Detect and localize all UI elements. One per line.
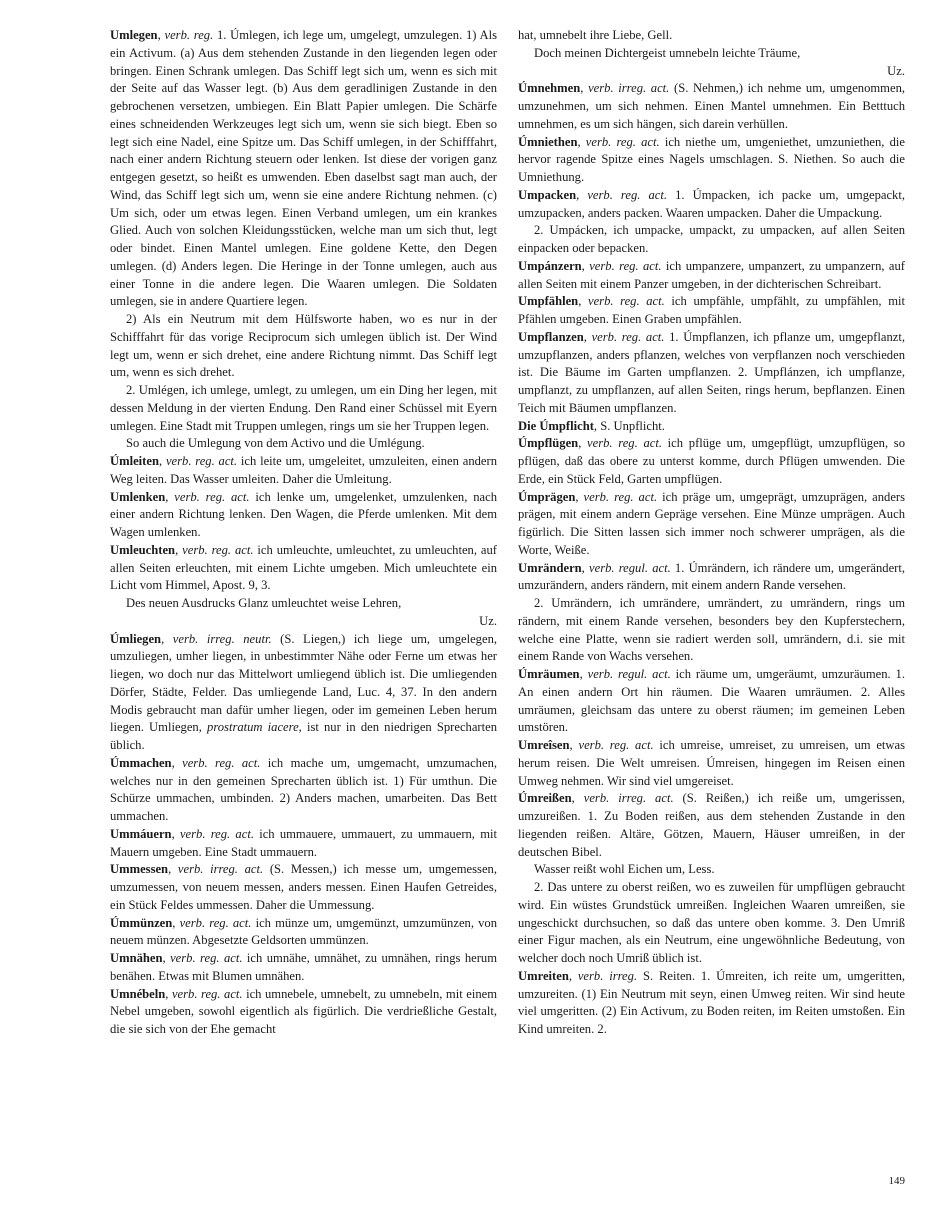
entry-text: ich münze um, umgemünzt, umzumünzen, von neuem münzen. Abgesetzte Geldsorten ummünzen. bbox=[110, 915, 498, 948]
headword: Umrändern bbox=[518, 560, 582, 575]
entry-text: ich niethe um, umgeniethet, umzuniethen, die hervor ragende Spitze eines Nagels umschlagen. S. Niethen. So auch die Umniethung. bbox=[518, 134, 905, 184]
dictionary-entry: Umpfählen, verb. reg. act. ich umpfähle, umpfählt, zu umpfählen, mit Pfählen umgeben. Einen Graben umpfählen. bbox=[518, 294, 906, 326]
entry-text: ist nur in den niedrigen Sprecharten üblich. bbox=[110, 720, 498, 752]
entry-paragraph bbox=[518, 45, 905, 63]
entry-paragraph bbox=[518, 27, 905, 45]
entry-text: 1. Úmrändern, ich rändere um, umgerändert, umzurändern, anders rändern, mit einem andern Rande versehen. bbox=[518, 560, 906, 593]
headword: Umlenken bbox=[110, 489, 166, 504]
headword: Die Úmpflicht bbox=[518, 418, 594, 433]
entry-text: Des neuen Ausdrucks Glanz umleuchtet weise Lehren, bbox=[126, 596, 402, 610]
grammar-label: verb. reg. act. bbox=[587, 187, 667, 202]
dictionary-entry: Úmmünzen, verb. reg. act. ich münze um, umgemünzt, umzumünzen, von neuem münzen. Abgesetzte Geldsorten ummünzen. bbox=[110, 915, 498, 948]
entry-text: 2) Als ein Neutrum mit dem Hülfsworte haben, wo es nur in der Schifffahrt für das vorige Reciprocum sich umlegen üblich ist. Der Wind legt um, wenn er sich drehet, eine andere Richtung nimmt. Das Schiff legt um, wenn es sich drehet. bbox=[110, 312, 497, 380]
entry-paragraph bbox=[518, 861, 905, 879]
grammar-label: verb. reg. act. bbox=[165, 454, 238, 468]
dictionary-entry: Úmräumen, verb. regul. act. ich räume um, umgeräumt, umzuräumen. 1. An einen andern Ort hin räumen. Die Waaren umräumen. 2. Alles umräumen, gleichsam das untere zu oberst räumen; im gemeinen Leben umstören. bbox=[518, 667, 905, 735]
grammar-label: verb. reg. act. bbox=[179, 915, 252, 930]
entry-text: ich lenke um, umgelenket, umzulenken, nach einer andern Richtung lenken. Den Wagen, die Pferde umlenken. Mit dem Wagen umlenken. bbox=[110, 489, 498, 539]
dictionary-entry: Ummessen, verb. irreg. act. (S. Messen,) ich messe um, umgemessen, umzumessen, von neuem messen, anders messen. Einen Haufen Getreides, ein Stück Feldes ummessen. Daher die Ummessung. bbox=[110, 862, 497, 912]
grammar-label: verb. irreg. act. bbox=[177, 862, 264, 877]
dictionary-entry: Umpacken, verb. reg. act. 1. Úmpacken, ich packe um, umgepackt, umzupacken, anders packen. Waaren umpacken. Daher die Umpackung. bbox=[518, 187, 905, 220]
grammar-label: verb. irreg. act. bbox=[583, 791, 674, 806]
entry-text: ich ummauere, ummauert, zu ummauern, mit Mauern umgeben. Eine Stadt ummauern. bbox=[110, 826, 497, 859]
entry-text: 2. Umpácken, ich umpacke, umpackt, zu umpacken, auf allen Seiten einpacken oder bepacken. bbox=[518, 223, 905, 255]
headword: Umreiten bbox=[518, 968, 569, 983]
entry-paragraph bbox=[518, 222, 905, 258]
entry-paragraph bbox=[110, 595, 497, 613]
grammar-label: verb. irreg. bbox=[577, 968, 638, 983]
entry-text: 1. Úmpflanzen, ich pflanze um, umgepflanzt, umzupflanzen, anders pflanzen, welches von verpflanzen noch verschieden ist. Die Bäume im Garten umpflanzen. 2. Umpflánzen, ich umpflanze, umpflanzt, zu umpflanzen, auf allen Seiten, rings herum, bepflanzen. Einen Teich mit Bäumen umpflanzen. bbox=[518, 329, 905, 415]
entry-text: Doch meinen Dichtergeist umnebeln leichte Träume, bbox=[534, 45, 801, 60]
headword: Umpflanzen bbox=[518, 329, 584, 344]
grammar-label: verb. reg. act. bbox=[585, 134, 660, 149]
entry-text: ich leite um, umgeleitet, umzuleiten, einen andern Weg leiten. Das Wasser umleiten. Daher die Umleitung. bbox=[110, 454, 498, 486]
grammar-label: verb. regul. act. bbox=[587, 667, 671, 681]
entry-text: Uz. bbox=[479, 613, 497, 628]
entry-text: 2. Umrändern, ich umrändere, umrändert, zu umrändern, rings um rändern, mit einem Rande versehen, besonders bey den Kupferstechern, welche eine Platte, wenn sie radiert werden soll, umrändern, d.i. sie mit einem Rande von Wachs versehen. bbox=[518, 596, 905, 664]
headword: Ummessen bbox=[110, 862, 169, 877]
headword: Úmpflügen bbox=[518, 436, 579, 451]
dictionary-entry: Umnébeln, verb. reg. act. ich umnebele, umnebelt, zu umnebeln, mit einem Nebel umgeben, sowohl eigentlich als figürlich. Die verdrießliche Gestalt, die sie sich von der Ehe gemacht bbox=[110, 986, 498, 1036]
entry-paragraph bbox=[518, 879, 905, 968]
dictionary-entry: Úmprägen, verb. reg. act. ich präge um, umgeprägt, umzuprägen, anders prägen, mit einem andern Gepräge versehen. Eine Münze umprägen. Auch figürlich. Die Sitten lassen sich immer noch schwerer umprägen, als die Worte, Weiße. bbox=[518, 489, 906, 557]
grammar-label: verb. reg. act. bbox=[174, 489, 250, 504]
grammar-label: verb. regul. act. bbox=[589, 560, 671, 575]
entry-text: 2. Das untere zu oberst reißen, wo es zuweilen für umpflügen gebraucht wird. Ein wüstes Grundstück umreißen. Ingleichen Waaren umreißen, sie ungeschickt durchsuchen, so daß das untere oben komme. 3. Den Umriß einer Figur machen, als ein Neutrum, eine ungewöhnliche Bedeutung, von welcher doch noch Umriß üblich ist. bbox=[518, 880, 905, 965]
headword: Umreîsen bbox=[518, 738, 570, 752]
dictionary-entry bbox=[518, 418, 905, 436]
entry-text: ich mache um, umgemacht, umzumachen, welches nur in den gemeinen Sprecharten üblich ist. 1) Für umthun. Die Schürze ummachen, umbinden. 2) Anders machen, umarbeiten. Das Bett ummachen. bbox=[110, 755, 498, 823]
dictionary-entry: Umlenken, verb. reg. act. ich lenke um, umgelenket, umzulenken, nach einer andern Richtung lenken. Den Wagen, die Pferde umlenken. Mit dem Wagen umlenken. bbox=[110, 489, 498, 539]
entry-text: So auch die Umlegung von dem Activo und die Umlégung. bbox=[126, 436, 425, 451]
entry-text: (S. Liegen,) ich liege um, umgelegen, umzuliegen, umher liegen, in unbestimmter Nähe oder Ferne um etwas her liegen, wo doch nur das Mittelwort umliegend üblich ist. Die umliegenden Dörfer, Städte, Felder. Das umliegende Land, Luc. 4, 37. In den andern Modis gebraucht man dafür umher liegen, oder im gemeinen Leben herum liegen. Umliegen, bbox=[110, 631, 498, 735]
headword: Umpfählen bbox=[518, 294, 579, 309]
page-number: 149 bbox=[888, 1175, 905, 1187]
grammar-label: verb. reg. act. bbox=[170, 951, 243, 965]
dictionary-entry: Umnähen, verb. reg. act. ich umnähe, umnähet, zu umnähen, rings herum benähen. Etwas mit Blumen umnähen. bbox=[110, 951, 498, 983]
entry-text: (S. Reißen,) ich reiße um, umgerissen, umzureißen. 1. Zu Boden reißen, aus dem stehenden Zustande in den liegenden reißen. Altäre, Götzen, Mauern, Häuser umreißen, in der deutschen Bibel. bbox=[518, 791, 905, 859]
dictionary-entry: Úmnehmen, verb. irreg. act. (S. Nehmen,) ich nehme um, umgenommen, umzunehmen, um sich nehmen. Einen Mantel umnehmen. Ein Betttuch umnehmen, es um sich hängen, sich darein verhüllen. bbox=[518, 81, 906, 131]
grammar-label: verb. reg. act. bbox=[182, 542, 254, 557]
headword: Úmliegen bbox=[110, 631, 162, 646]
headword: Úmleiten bbox=[110, 454, 159, 468]
dictionary-entry: Úmmachen, verb. reg. act. ich mache um, umgemacht, umzumachen, welches nur in den gemeinen Sprecharten üblich ist. 1) Für umthun. Die Schürze ummachen, umbinden. 2) Anders machen, umarbeiten. Das Bett ummachen. bbox=[110, 755, 498, 823]
entry-text: (S. Messen,) ich messe um, umgemessen, umzumessen, von neuem messen, anders messen. Einen Haufen Getreides, ein Stück Feldes ummessen. Daher die Ummessung. bbox=[110, 862, 497, 912]
grammar-label: verb. reg. act. bbox=[578, 738, 654, 752]
entry-text: ich pflüge um, umgepflügt, umzupflügen, so pflügen, daß das obere zu unterst komme, durch Pflügen umwenden. Die Erde, ein Stück Feld, Garten umpflügen. bbox=[518, 436, 906, 486]
dictionary-entry: Úmliegen, verb. irreg. neutr. (S. Liegen,) ich liege um, umgelegen, umzuliegen, umher liegen, in unbestimmter Nähe oder Ferne um etwas her liegen, wo doch nur das Mittelwort umliegend üblich ist. Die umliegenden Dörfer, Städte, Felder. Das umliegende Land, Luc. 4, 37. In den andern Modis gebraucht man dafür umher liegen, oder im gemeinen Leben herum liegen. Umliegen, prostratum iacere, ist nur in den niedrigen Sprecharten üblich. bbox=[110, 631, 498, 752]
headword: Úmprägen bbox=[518, 489, 576, 504]
grammar-label: verb. reg. act. bbox=[591, 329, 665, 344]
dictionary-entry: Úmreißen, verb. irreg. act. (S. Reißen,) ich reiße um, umgerissen, umzureißen. 1. Zu Boden reißen, aus dem stehenden Zustande in den liegenden reißen. Altäre, Götzen, Mauern, Häuser umreißen, in der deutschen Bibel. bbox=[518, 791, 905, 859]
entry-text: ich räume um, umgeräumt, umzuräumen. 1. An einen andern Ort hin räumen. Die Waaren umräumen. 2. Alles umräumen, gleichsam das untere zu oberst räumen; im gemeinen Leben umstören. bbox=[518, 667, 905, 735]
dictionary-entry: Umpánzern, verb. reg. act. ich umpanzere, umpanzert, zu umpanzern, auf allen Seiten mit einem Panzer umgeben, in der dichterischen Schreibart. bbox=[518, 258, 906, 291]
grammar-label: verb. reg. bbox=[164, 28, 214, 42]
dictionary-entry: Ummáuern, verb. reg. act. ich ummauere, ummauert, zu ummauern, mit Mauern umgeben. Eine Stadt ummauern. bbox=[110, 826, 497, 859]
entry-text: ich präge um, umgeprägt, umzuprägen, anders prägen, mit einem andern Gepräge versehen. Eine Münze umprägen. Auch figürlich. Die Sitten lassen sich immer noch schwerer umprägen, als die Worte, Weiße. bbox=[518, 489, 906, 557]
entry-text: , S. Unpflicht. bbox=[593, 418, 665, 433]
grammar-label: verb. reg. act. bbox=[587, 294, 665, 309]
entry-text: ich umreise, umreiset, zu umreisen, um etwas herum reisen. Die Welt umreisen. Úmreisen, hingegen im Reisen einen Umweg nehmen. Wir sind viel umgereiset. bbox=[518, 738, 906, 788]
grammar-label: verb. reg. act. bbox=[182, 755, 261, 770]
dictionary-entry: Umleuchten, verb. reg. act. ich umleuchte, umleuchtet, zu umleuchten, auf allen Seiten erleuchten, mit einem Lichte umgeben. Mich umleuchtete ein Licht vom Himmel, Apost. 9, 3. bbox=[110, 542, 497, 593]
entry-text: (S. Nehmen,) ich nehme um, umgenommen, umzunehmen, um sich nehmen. Einen Mantel umnehmen. Ein Betttuch umnehmen, es um sich hängen, sich darein verhüllen. bbox=[518, 81, 906, 131]
entry-paragraph bbox=[518, 63, 905, 81]
entry-text: ich umpfähle, umpfählt, zu umpfählen, mit Pfählen umgeben. Einen Graben umpfählen. bbox=[518, 294, 906, 326]
right-column bbox=[518, 27, 905, 1039]
entry-text: Wasser reißt wohl Eichen um, Less. bbox=[534, 862, 715, 877]
headword: Umnähen bbox=[110, 951, 163, 965]
dictionary-entry: Úmniethen, verb. reg. act. ich niethe um, umgeniethet, umzuniethen, die hervor ragende Spitze eines Nagels umschlagen. S. Niethen. So auch die Umniethung. bbox=[518, 134, 905, 184]
entry-paragraph bbox=[110, 382, 497, 435]
headword: Umleuchten bbox=[110, 542, 176, 557]
entry-text: ich umnebele, umnebelt, zu umnebeln, mit einem Nebel umgeben, sowohl eigentlich als figürlich. Die verdrießliche Gestalt, die sie sich von der Ehe gemacht bbox=[110, 986, 498, 1036]
entry-text: 1. Úmlegen, ich lege um, umgelegt, umzulegen. 1) Als ein Activum. (a) Aus dem stehenden Zustande in den liegenden legen oder bringen. Einen Schrank umlegen. Das Schiff legt sich um, wenn es sich mit der Seite auf das Wasser legt. (b) Aus dem geradlinigen Zustande in den gebrochenen versetzen, umbiegen. Ein Blatt Papier umlegen. Die Schärfe eines schneidenden Werkzeuges legt sich um, wenn sie sich biegt. Eben so legt sich eine Nadel, eine Spitze um. Das Schiff umlegen, in der Schifffahrt, nach einer andern Richtung steuern oder lenken. Ist diese der vorigen ganz entgegen gesetzt, so heißt es umwenden. Eben daselbst sagt man auch, der Wind, das Schiff legt sich um, wenn sie eine andere Richtung nehmen. (c) Um sich, oder um etwas legen. Einen Verband umlegen, um ein krankes Glied. Auch von solchen Kleidungsstücken, welche man um sich thut, legt oder bindet. Einen Mantel umlegen. Eine goldene Kette, den Degen umlegen. (d) Anders legen. Die Heringe in der Tonne umlegen, auch aus einer Tonne in die andere legen. Die Waaren umlegen. Die Soldaten umlegen, sie in andere Quartiere legen. bbox=[110, 28, 498, 309]
headword: Umlegen bbox=[110, 28, 158, 42]
left-column bbox=[110, 27, 497, 1039]
headword: Úmnehmen bbox=[518, 81, 581, 96]
entry-paragraph bbox=[110, 435, 497, 453]
dictionary-entry: Umpflanzen, verb. reg. act. 1. Úmpflanzen, ich pflanze um, umgepflanzt, umzupflanzen, anders pflanzen, welches von verpflanzen noch verschieden ist. Die Bäume im Garten umpflanzen. 2. Umpflánzen, ich umpflanze, umpflanzt, zu umpflanzen, auf allen Seiten, rings herum, bepflanzen. Einen Teich mit Bäumen umpflanzen. bbox=[518, 329, 905, 415]
grammar-label: verb. reg. act. bbox=[589, 258, 662, 273]
headword: Úmmachen bbox=[110, 755, 172, 770]
dictionary-entry: Umlegen, verb. reg. 1. Úmlegen, ich lege um, umgelegt, umzulegen. 1) Als ein Activum. (a) Aus dem stehenden Zustande in den liegenden legen oder bringen. Einen Schrank umlegen. Das Schiff legt sich um, wenn es sich mit der Seite auf das Wasser legt. (b) Aus dem geradlinigen Zustande in den gebrochenen versetzen, umbiegen. Ein Blatt Papier umlegen. Die Schärfe eines schneidenden Werkzeuges legt sich um, wenn sie sich biegt. Eben so legt sich eine Nadel, eine Spitze um. Das Schiff umlegen, in der Schifffahrt, nach einer andern Richtung steuern oder lenken. Ist diese der vorigen ganz entgegen gesetzt, so heißt es umwenden. Eben daselbst sagt man auch, der Wind, das Schiff legt sich um, wenn sie eine andere Richtung nehmen. (c) Um sich, oder um etwas legen. Einen Verband umlegen, um ein krankes Glied. Auch von solchen Kleidungsstücken, welche man um sich thut, legt oder bindet. Einen Mantel umlegen. Eine goldene Kette, den Degen umlegen. (d) Anders legen. Die Heringe in der Tonne umlegen, auch aus einer Tonne in die andere legen. Die Waaren umlegen. Die Soldaten umlegen, sie in andere Quartiere legen. bbox=[110, 28, 498, 309]
dictionary-entry: Umreîsen, verb. reg. act. ich umreise, umreiset, zu umreisen, um etwas herum reisen. Die Welt umreisen. Úmreisen, hingegen im Reisen einen Umweg nehmen. Wir sind viel umgereiset. bbox=[518, 738, 906, 788]
entry-text: 2. Umlégen, ich umlege, umlegt, zu umlegen, um ein Ding her legen, mit dessen Meldung in der vierten Endung. Den Rand einer Schüssel mit Eyern umlegen. Eine Stadt mit Truppen umlegen, rings um sie her Truppen legen. bbox=[110, 383, 497, 433]
headword: Umpacken bbox=[518, 187, 577, 202]
headword: Úmmünzen bbox=[110, 915, 173, 930]
headword: Úmräumen bbox=[518, 667, 580, 681]
dictionary-entry: Umrändern, verb. regul. act. 1. Úmrändern, ich rändere um, umgerändert, umzurändern, anders rändern, mit einem andern Rande versehen. bbox=[518, 560, 906, 593]
entry-text: hat, umnebelt ihre Liebe, Gell. bbox=[518, 28, 673, 42]
grammar-label: verb. irreg. act. bbox=[588, 81, 670, 96]
dictionary-entry: Umreiten, verb. irreg. S. Reiten. 1. Úmreiten, ich reite um, umgeritten, umzureiten. (1) Ein Neutrum mit seyn, einen Umweg reiten. Wir sind heute viel umgeritten. (2) Ein Activum, zu Boden reiten, im Reiten umstoßen. Ein Kind umreiten. 2. bbox=[518, 968, 906, 1036]
headword: Úmreißen bbox=[518, 791, 572, 806]
entry-text: ich umnähe, umnähet, zu umnähen, rings herum benähen. Etwas mit Blumen umnähen. bbox=[110, 951, 498, 983]
headword: Úmniethen bbox=[518, 134, 578, 149]
entry-text: S. Reiten. 1. Úmreiten, ich reite um, umgeritten, umzureiten. (1) Ein Neutrum mit seyn, einen Umweg reiten. Wir sind heute viel umgeritten. (2) Ein Activum, zu Boden reiten, im Reiten umstoßen. Ein Kind umreiten. 2. bbox=[518, 968, 906, 1036]
entry-text: ich umleuchte, umleuchtet, zu umleuchten, auf allen Seiten erleuchten, mit einem Lichte umgeben. Mich umleuchtete ein Licht vom Himmel, Apost. 9, 3. bbox=[110, 542, 497, 593]
entry-paragraph bbox=[518, 595, 905, 666]
entry-text: 1. Úmpacken, ich packe um, umgepackt, umzupacken, anders packen. Waaren umpacken. Daher die Umpackung. bbox=[518, 187, 905, 220]
grammar-label: verb. reg. act. bbox=[583, 489, 658, 504]
headword: Umpánzern bbox=[518, 258, 582, 273]
entry-text: ich umpanzere, umpanzert, zu umpanzern, auf allen Seiten mit einem Panzer umgeben, in der dichterischen Schreibart. bbox=[518, 258, 906, 291]
grammar-label: verb. irreg. neutr. bbox=[172, 631, 272, 646]
headword: Ummáuern bbox=[110, 826, 172, 841]
entry-text: Uz. bbox=[887, 63, 905, 78]
headword: Umnébeln bbox=[110, 986, 166, 1001]
grammar-label: verb. reg. act. bbox=[587, 436, 662, 451]
grammar-label: verb. reg. act. bbox=[171, 986, 243, 1001]
entry-paragraph bbox=[110, 311, 497, 382]
dictionary-entry: Úmleiten, verb. reg. act. ich leite um, umgeleitet, umzuleiten, einen andern Weg leiten. Das Wasser umleiten. Daher die Umleitung. bbox=[110, 454, 498, 486]
latin-gloss: prostratum iacere, bbox=[207, 720, 302, 735]
grammar-label: verb. reg. act. bbox=[179, 826, 254, 841]
dictionary-entry: Úmpflügen, verb. reg. act. ich pflüge um, umgepflügt, umzupflügen, so pflügen, daß das obere zu unterst komme, durch Pflügen umwenden. Die Erde, ein Stück Feld, Garten umpflügen. bbox=[518, 436, 906, 486]
entry-paragraph bbox=[110, 613, 497, 631]
